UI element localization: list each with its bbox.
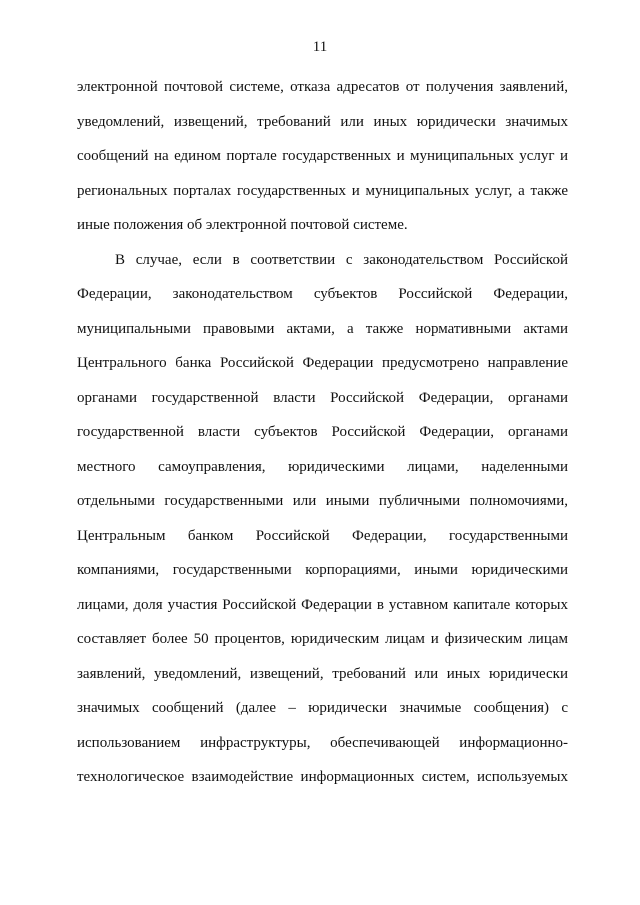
text-line: Центрального банка Российской Федерации предусмотрено направление (77, 355, 568, 371)
text-line: органами государственной власти Российской Федерации, органами (77, 389, 568, 406)
text-line: использованием инфраструктуры, обеспечивающей информационно- (77, 734, 568, 751)
text-line: составляет более 50 процентов, юридическим лицам и физическим лицам (77, 631, 568, 647)
paragraph-2 (77, 243, 568, 795)
text-line: Федерации, законодательством субъектов Российской Федерации, (77, 286, 568, 302)
text-line: лицами, доля участия Российской Федерации в уставном капитале которых (77, 596, 568, 613)
text-line: значимых сообщений (далее – юридически значимые сообщения) с (77, 700, 568, 716)
text-line: муниципальными правовыми актами, а также нормативными актами (77, 320, 568, 337)
text-line: заявлений, уведомлений, извещений, требований или иных юридически (77, 665, 568, 682)
text-line: компаниями, государственными корпорациями, иными юридическими (77, 562, 568, 578)
document-body (77, 70, 568, 795)
text-line: Центральным банком Российской Федерации, государственными (77, 527, 568, 544)
text-line: электронной почтовой системе, отказа адресатов от получения заявлений, (77, 79, 568, 95)
text-line: В случае, если в соответствии с законодательством Российской (115, 251, 568, 268)
text-line: местного самоуправления, юридическими лицами, наделенными (77, 458, 568, 475)
text-line: сообщений на едином портале государственных и муниципальных услуг и (77, 148, 568, 164)
text-line: региональных порталах государственных и муниципальных услуг, а также (77, 182, 568, 199)
text-line: технологическое взаимодействие информационных систем, используемых (77, 769, 568, 785)
text-line: иные положения об электронной почтовой системе. (77, 217, 408, 233)
text-line: отдельными государственными или иными публичными полномочиями, (77, 493, 568, 509)
page-number: 11 (312, 39, 328, 55)
text-line: государственной власти субъектов Российской Федерации, органами (77, 424, 568, 440)
paragraph-1 (77, 70, 568, 243)
text-line: уведомлений, извещений, требований или иных юридически значимых (77, 113, 568, 130)
